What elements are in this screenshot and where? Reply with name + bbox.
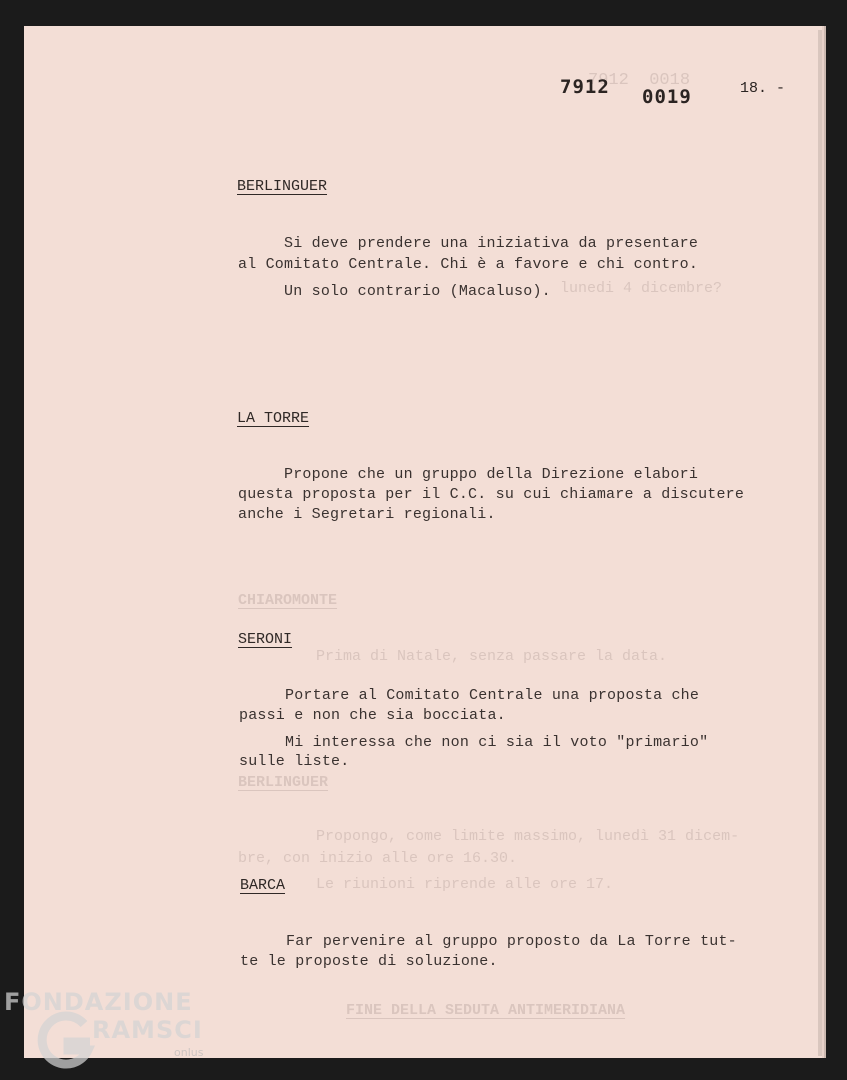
speaker-name: BARCA [240, 877, 286, 894]
paragraph-line: questa proposta per il C.C. su cui chiamare a discutere [238, 486, 745, 503]
watermark-line2: RAMSCI [92, 1016, 203, 1044]
bleed-through-line: Le riunioni riprende alle ore 17. [316, 876, 614, 893]
paragraph-line: Un solo contrario (Macaluso). [238, 283, 551, 300]
paragraph-line: Si deve prendere una iniziativa da presentare [238, 235, 699, 252]
archive-number: 7912 [560, 76, 610, 98]
bleed-through-speaker: BERLINGUER [238, 774, 329, 791]
bleed-through-line: FINE DELLA SEDUTA ANTIMERIDIANA [346, 1002, 626, 1019]
page-number: 18. - [740, 80, 786, 97]
speaker-name: SERONI [238, 631, 293, 648]
bleed-through-line: bre, con inizio alle ore 16.30. [238, 850, 518, 867]
paragraph-line: anche i Segretari regionali. [238, 506, 496, 523]
paragraph-line: sulle liste. [239, 753, 350, 770]
bleed-through-speaker: CHIAROMONTE [238, 592, 338, 609]
watermark-line1: FONDAZIONE [4, 988, 193, 1016]
paragraph-line: passi e non che sia bocciata. [239, 707, 506, 724]
watermark-logo [4, 986, 214, 1076]
bleed-through-numbers: 7912 0018 [588, 71, 691, 90]
document-page [24, 26, 822, 1058]
speaker-name: BERLINGUER [237, 178, 328, 195]
paragraph-line: te le proposte di soluzione. [240, 953, 498, 970]
g-logo-icon [34, 1010, 96, 1070]
paragraph-line: Mi interessa che non ci sia il voto "primario" [239, 734, 709, 751]
watermark-suffix: onlus [174, 1046, 204, 1059]
bleed-through-line: Prima di Natale, senza passare la data. [316, 648, 668, 665]
bleed-through-line: Propongo, come limite massimo, lunedì 31 dicem- [316, 828, 740, 845]
paragraph-line: al Comitato Centrale. Chi è a favore e chi contro. [238, 256, 699, 273]
paragraph-line: Propone che un gruppo della Direzione elabori [238, 466, 699, 483]
archive-number: 0019 [642, 86, 692, 108]
bleed-through-line: lunedi 4 dicembre? [560, 280, 723, 297]
paragraph-line: Portare al Comitato Centrale una proposta che [239, 687, 700, 704]
page-edge [818, 30, 822, 1056]
speaker-name: LA TORRE [237, 410, 310, 427]
paragraph-line: Far pervenire al gruppo proposto da La Torre tut- [240, 933, 737, 950]
